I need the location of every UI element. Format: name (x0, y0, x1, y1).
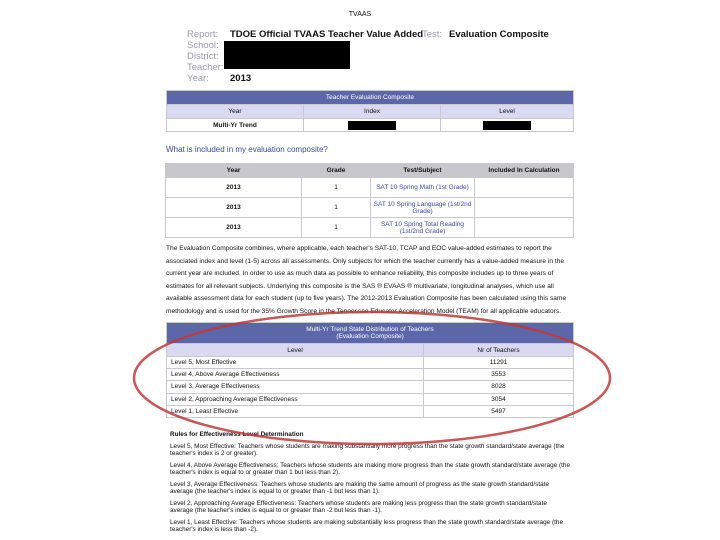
index-cell (304, 119, 441, 132)
col-grade: Grade (302, 164, 371, 178)
col-year: Year (167, 105, 304, 119)
year-cell: 2013 (166, 178, 302, 198)
col-count: Nr of Teachers (424, 344, 574, 357)
col-subject: Test/Subject (371, 164, 475, 178)
included-cell (475, 198, 574, 218)
distribution-table-title (167, 323, 574, 344)
grade-cell: 1 (302, 218, 371, 238)
grade-cell: 1 (302, 198, 371, 218)
included-table (165, 163, 574, 238)
title-line-2: (Evaluation Composite) (336, 333, 404, 340)
page-title: TVAAS (348, 11, 372, 18)
level-cell: Level 5, Most Effective (167, 357, 424, 369)
included-cell (475, 218, 574, 238)
col-level: Level (441, 105, 574, 119)
level-cell (441, 119, 574, 132)
subject-link[interactable]: SAT 10 Spring Language (1st/2nd Grade) (371, 198, 475, 218)
year-cell: 2013 (166, 198, 302, 218)
level-cell: Level 1, Least Effective (167, 405, 424, 417)
rule-item: Level 4, Above Average Effectiveness: Teachers whose students are making more progress than the state growth standard/state average (the teacher's index is equal to or greater than 1 but less than 2). (170, 461, 571, 476)
teacher-label: Teacher: (187, 62, 224, 73)
level-cell: Level 4, Above Average Effectiveness (167, 369, 424, 381)
row-year: Multi-Yr Trend (167, 119, 304, 132)
redacted-block (224, 41, 350, 69)
count-cell: 3054 (424, 393, 574, 405)
test-label: Test: (422, 29, 443, 40)
rule-item: Level 3, Average Effectiveness: Teachers whose students are making the same amount of progress as the state growth standard/state average (the teacher's index is equal to or greater than -1 but less than 1). (170, 480, 550, 495)
table-row (166, 178, 574, 198)
count-cell: 11291 (424, 357, 574, 369)
rule-item: Level 1, Least Effective: Teachers whose students are making substantially less progress than the state growth standard/state average (the teacher's index is less than -2). (170, 518, 564, 533)
level-cell: Level 3, Average Effectiveness (167, 381, 424, 393)
rules-section (170, 431, 570, 538)
table-row (166, 198, 574, 218)
count-cell: 5497 (424, 405, 574, 417)
count-cell: 8028 (424, 381, 574, 393)
table-row (167, 369, 574, 381)
rules-heading: Rules for Effectiveness Level Determination (170, 431, 304, 438)
table-row (167, 405, 574, 417)
count-cell: 3553 (424, 369, 574, 381)
table-row (167, 357, 574, 369)
report-value: TDOE Official TVAAS Teacher Value Added (230, 29, 424, 40)
year-cell: 2013 (166, 218, 302, 238)
included-cell (475, 178, 574, 198)
distribution-table (166, 322, 574, 418)
col-level: Level (167, 344, 424, 357)
redacted-level (483, 121, 531, 130)
col-included: Included In Calculation (475, 164, 574, 178)
subject-link[interactable]: SAT 10 Spring Math (1st Grade) (371, 178, 475, 198)
table-row (167, 393, 574, 405)
year-label: Year: (187, 73, 209, 84)
question-link[interactable]: What is included in my evaluation composite? (166, 145, 328, 154)
district-label: District: (187, 51, 219, 62)
description-paragraph: The Evaluation Composite combines, where applicable, each teacher's SAT-10, TCAP and EOC value-added estimates to report the associated index and level (1-5) across all assessments. Only subjects for which the teacher currently has a value-added measure in the current year are included. In order to use as much data as possible to enhance reliability, this composite includes up to three years of estimates for all relevant subjects. Underlying this composite is the SAS ® EVAAS ® multivariate, longitudinal analyses, which use all available assessment data for each student (up to five years). The 2012-2013 Evaluation Composite has been calculated using this same methodology and is used for the 35% Growth Score in the Tennessee Educator Acceleration Model (TEAM) for all applicable educators. (166, 245, 567, 315)
composite-table-title: Teacher Evaluation Composite (167, 91, 574, 105)
rule-item: Level 2, Approaching Average Effectiveness: Teachers whose students are making less progress than the state growth standard/state average (the teacher's index is equal to or greater than -2 but less than -1). (170, 499, 547, 514)
table-row (167, 381, 574, 393)
grade-cell: 1 (302, 178, 371, 198)
test-value: Evaluation Composite (449, 29, 549, 40)
rule-item: Level 5, Most Effective: Teachers whose students are making substantially more progress than the state growth standard/state average (the teacher's index is 2 or greater). (170, 442, 565, 457)
year-value: 2013 (230, 73, 252, 84)
col-index: Index (304, 105, 441, 119)
composite-table (166, 90, 574, 132)
subject-link[interactable]: SAT 10 Spring Total Reading (1st/2nd Grade) (371, 218, 475, 238)
report-label: Report: (187, 29, 219, 40)
title-line-1: Multi-Yr Trend State Distribution of Teachers (306, 326, 434, 333)
redacted-index (348, 121, 396, 130)
table-row (166, 218, 574, 238)
col-year: Year (166, 164, 302, 178)
level-cell: Level 2, Approaching Average Effectiveness (167, 393, 424, 405)
school-label: School: (187, 40, 219, 51)
